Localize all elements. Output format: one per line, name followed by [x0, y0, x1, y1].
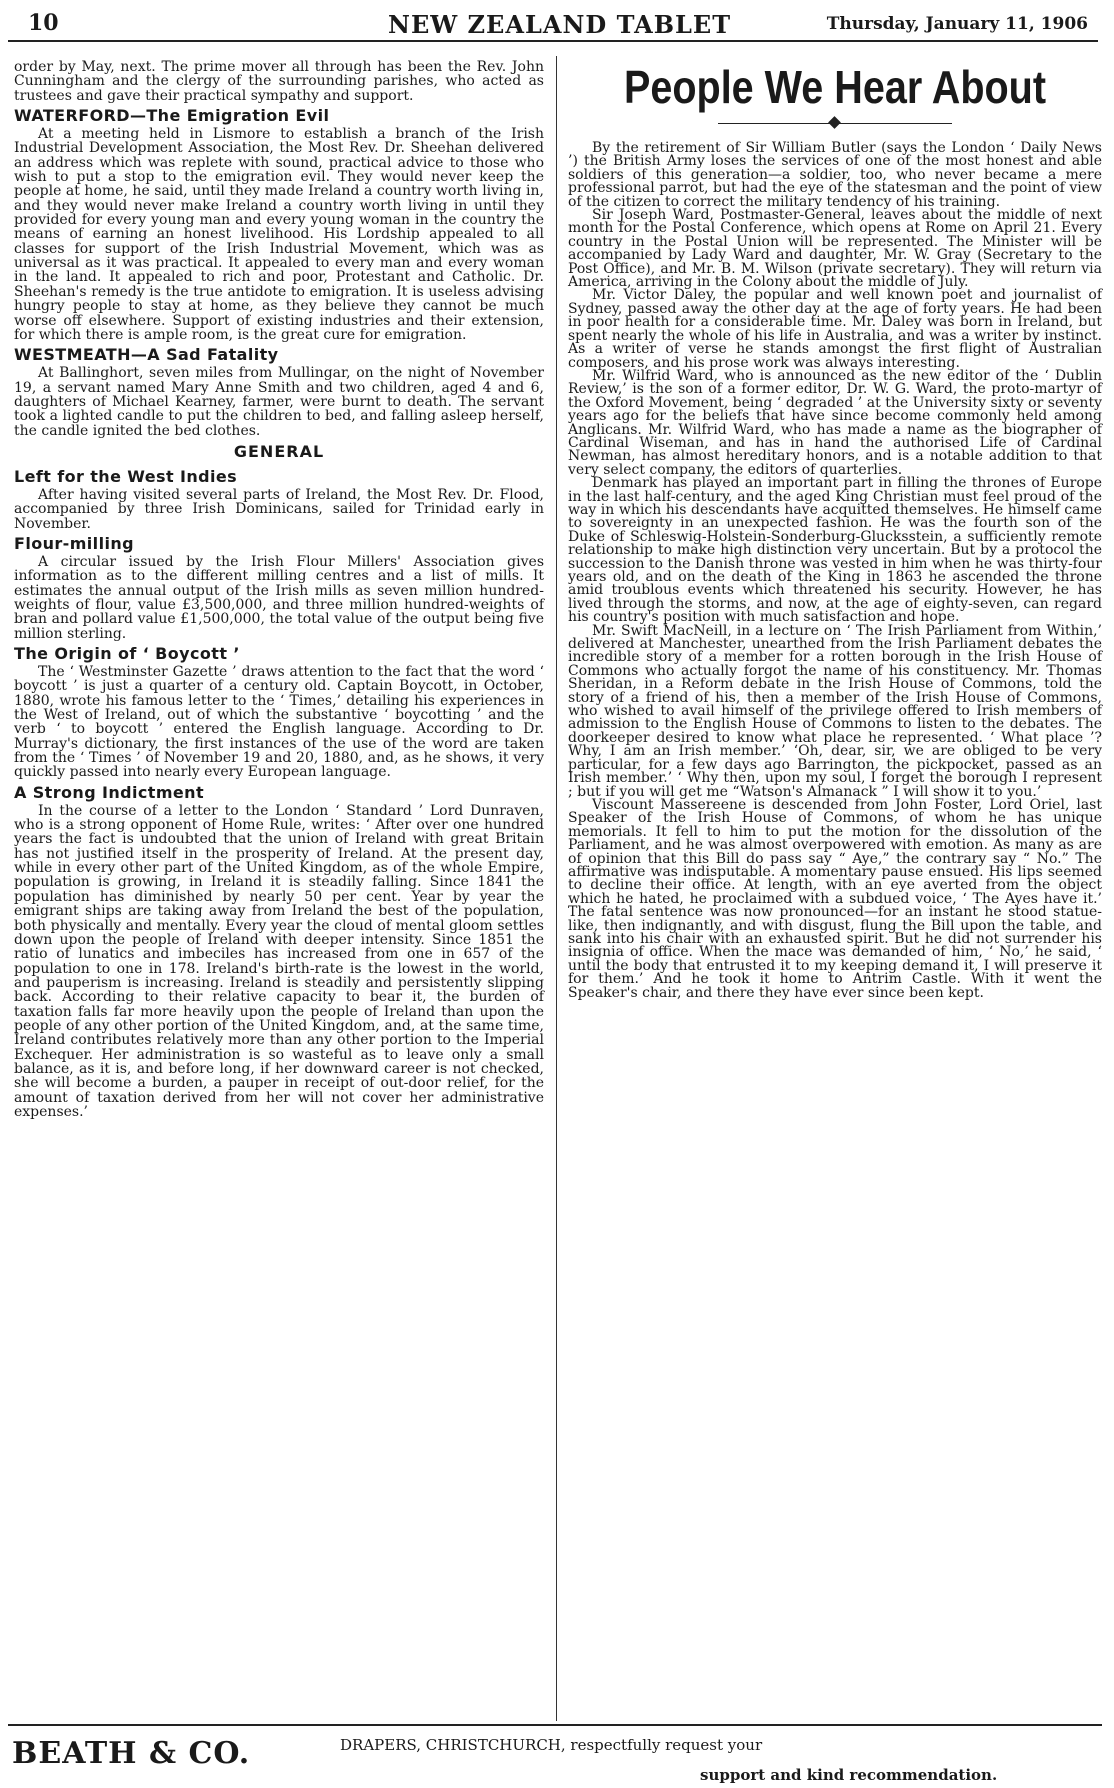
heading-boycott: The Origin of ‘ Boycott ’ [14, 644, 240, 663]
page-number: 10 [28, 10, 59, 36]
heading-indictment: A Strong Indictment [14, 782, 204, 802]
paragraph-ward: Sir Joseph Ward, Postmaster-General, leaves about the middle of next month for the Postal Conference, which opens at Rome on April 21. Every country in the Postal Union will be represented. The Minister will be accompanied by Lady Ward and daughter, Mr. W. Gray (Secretary to the Post Office), and Mr. B. M. Wilson (private secretary). They will return via America, arriving in the Colony about the middle of July. [568, 207, 1102, 291]
heading-flour-milling: Flour-milling [14, 533, 134, 553]
article-westmeath: At Ballinghort, seven miles from Mullingar, on the night of November 19, a servant named Mary Anne Smith and two children, aged 4 and 6, daughters of Michael Kearney, farmer, were burnt to death. The servant took a lighted candle to put the children to bed, and falling asleep herself, the candle ignited the bed clothes. [14, 365, 544, 439]
paragraph-daley: Mr. Victor Daley, the popular and well known poet and journalist of Sydney, passed away the other day at the age of forty years. He had been in poor health for a considerable time. Mr. Daley was born in Ireland, but spent nearly the whole of his life in Australia, and was a writer by instinct. As a writer of verse he stands amongst the first flight of Australian composers, and his prose work was always interesting. [568, 287, 1102, 371]
article-waterford: At a meeting held in Lismore to establish a branch of the Irish Industrial Development Association, the Most Rev. Dr. Sheehan delivered an address which was replete with sound, practical advice to those who wish to put a stop to the emigration evil. They would never keep the people at home, he said, until they made Ireland a country worth living in, and they would never make Ireland a country worth living in until they provided for every young man and every young woman in the country the means of earning an honest livelihood. His Lordship appealed to all classes for support of the Irish Industrial Movement, which was as universal as it was practical. It appealed to every man and every woman in the land. It appealed to rich and poor, Protestant and Catholic. Dr. Sheehan's remedy is the true antidote to emigration. It is useless advising hungry people to stay at home, as they believe they cannot be much worse off elsewhere. Support of existing industries and their extension, for which there is ample room, is the great cure for emigration. [14, 126, 544, 343]
page-header [8, 10, 1098, 42]
diamond-ornament-icon [828, 116, 841, 129]
paragraph-macneill: Mr. Swift MacNeill, in a lecture on ‘ The Irish Parliament from Within,’ delivered at Manchester, unearthed from the Irish Parliament debates the incredible story of a member for a rotten borough in the Irish House of Commons who actually forgot the name of his constituency. Mr. Thomas Sheridan, in a Reform debate in the Irish House of Commons, told the story of a friend of his, then a member of the Irish House of Commons, who wished to avail himself of the privilege offered to Irish members of admission to the English House of Commons to listen to the debates. The doorkeeper desired to know what place he represented. ‘ What place ’? Why, I am an Irish member.’ ‘Oh, dear, sir, we are obliged to be very particular, for a few days ago Barrington, the pickpocket, passed as an Irish member.’ ‘ Why then, upon my soul, I forget the borough I represent ; but if you will get me “Watson's Almanack ” I will show it to you.’ [568, 622, 1102, 800]
article-west-indies: After having visited several parts of Ireland, the Most Rev. Dr. Flood, accompanied by three Irish Dominicans, sailed for Trinidad early in November. [14, 486, 544, 532]
column-divider [556, 56, 557, 1721]
section-title: People We Hear About [623, 61, 1047, 113]
paragraph-massereene: Viscount Massereene is descended from John Foster, Lord Oriel, last Speaker of the Irish House of Commons, of whom he has unique memorials. It fell to him to put the motion for the dissolution of the Parliament, and he was almost overpowered with emotion. As many as are of opinion that this Bill do pass say “ Aye,” the contrary say “ No.” The affirmative was indisputable. A momentary pause ensued. His lips seemed to decline their office. At length, with an eye averted from the object which he hated, he proclaimed with a subdued voice, ‘ The Ayes have it.’ The fatal sentence was now pronounced—for an instant he stood statue-like, then indignantly, and with disgust, flung the Bill upon the table, and sank into his chair with an exhausted spirit. But he did not surrender his insignia of office. When the mace was demanded of him, ‘ No,’ he said, ‘ until the body that entrusted it to my keeping demand it, I will preserve it for them.’ And he took it home to Antrim Castle. With it went the Speaker's chair, and there they have ever since been kept. [568, 796, 1102, 1001]
left-column [14, 60, 544, 1119]
heading-waterford: WATERFORD—The Emigration Evil [14, 106, 330, 126]
paragraph-denmark: Denmark has played an important part in filling the thrones of Europe in the last half-century, and the aged King Christian must feel proud of the way in which his descendants have acquitted themselves. He himself came to sovereignty in an unexpected fashion. He was the fourth son of the Duke of Schleswig-Holstein-Sonderburg-Glucksstein, a sufficiently remote relationship to make high distinction very uncertain. But by a protocol the succession to the Danish throne was vested in him when he was thirty-four years old, and on the death of the King in 1863 he ascended the throne amid troublous events which threatened his security. However, he has lived through the storms, and now, at the age of eighty-seven, can regard his country's position with much satisfaction and hope. [568, 475, 1102, 626]
issue-date: Thursday, January 11, 1906 [826, 14, 1088, 34]
section-general: GENERAL [233, 441, 325, 461]
article-boycott: The ‘ Westminster Gazette ’ draws attention to the fact that the word ‘ boycott ’ is just a quarter of a century old. Captain Boycott, in October, 1880, wrote his famous letter to the ‘ Times,’ detailing his experiences in the West of Ireland, out of which the substantive ‘ boycotting ’ and the verb ‘ to boycott ’ entered the English language. According to Dr. Murray's dictionary, the first instances of the use of the word are taken from the ‘ Times ’ of November 19 and 20, 1880, and, as he shows, it very quickly passed into nearly every European language. [14, 664, 544, 781]
footer-divider [8, 1724, 1102, 1726]
right-column [568, 60, 1102, 1000]
paragraph-wilfrid-ward: Mr. Wilfrid Ward, who is announced as the new editor of the ‘ Dublin Review,’ is the son of a former editor, Dr. W. G. Ward, the proto-martyr of the Oxford Movement, being ‘ degraded ’ at the University sixty or seventy years ago for the beliefs that have since become commonly held among Anglicans. Mr. Wilfrid Ward, who has made a name as the biographer of Cardinal Wiseman, and has in hand the authorised Life of Cardinal Newman, has almost hereditary honors, and is a notable addition to that very select company, the editors of quarterlies. [568, 367, 1102, 478]
advertisement-line-2: support and kind recommendation. [700, 1766, 998, 1784]
advertiser-name: BEATH & CO. [12, 1736, 251, 1771]
advertisement-footer [8, 1732, 1102, 1788]
advertisement-line-1: DRAPERS, CHRISTCHURCH, respectfully request your [340, 1736, 763, 1754]
paragraph-butler: By the retirement of Sir William Butler (says the London ‘ Daily News ’) the British Army loses the services of one of the most honest and able soldiers of this generation—a soldier, too, who never became a mere professional parrot, but had the eye of the statesman and the point of view of the citizen to correct the military tendency of his training. [568, 140, 1102, 210]
masthead-title: NEW ZEALAND TABLET [388, 10, 732, 39]
article-continuation: order by May, next. The prime mover all through has been the Rev. John Cunningham and the clergy of the surrounding parishes, who acted as trustees and gave their practical sympathy and support. [14, 59, 544, 104]
heading-westmeath: WESTMEATH—A Sad Fatality [14, 345, 279, 365]
article-flour-milling: A circular issued by the Irish Flour Millers' Association gives information as to the different milling centres and a list of mills. It estimates the annual output of the Irish mills as seven million hundred-weights of flour, value £3,500,000, and three million hundred-weights of bran and pollard value £1,500,000, the total value of the output being five million sterling. [14, 553, 544, 642]
article-indictment: In the course of a letter to the London ‘ Standard ’ Lord Dunraven, who is a strong opponent of Home Rule, writes: ‘ After over one hundred years the fact is undoubted that the union of Ireland with great Britain has not justified itself in the prosperity of Ireland. At the present day, while in every other part of the United Kingdom, as of the whole Empire, population is growing, in Ireland it is steadily falling. Since 1841 the population has diminished by nearly 50 per cent. Year by year the emigrant ships are taking away from Ireland the best of the population, both physically and mentally. Every year the cloud of mental gloom settles down upon the people of Ireland with deeper intensity. Since 1851 the ratio of lunatics and imbeciles has increased from one in 657 of the population to one in 178. Ireland's birth-rate is the lowest in the world, and pauperism is increasing. Ireland is steadily and persistently slipping back. According to their relative capacity to bear it, the burden of taxation falls far more heavily upon the people of Ireland than upon the people of any other portion of the United Kingdom, and, at the same time, Ireland contributes relatively more than any other portion to the Imperial Exchequer. Her administration is so wasteful as to leave only a small balance, as it is, and before long, if her downward career is not checked, she will become a burden, a pauper in receipt of out-door relief, for the amount of taxation derived from her will not cover her administrative expenses.’ [14, 802, 544, 1120]
heading-west-indies: Left for the West Indies [14, 466, 238, 486]
title-ornament [568, 116, 1102, 130]
